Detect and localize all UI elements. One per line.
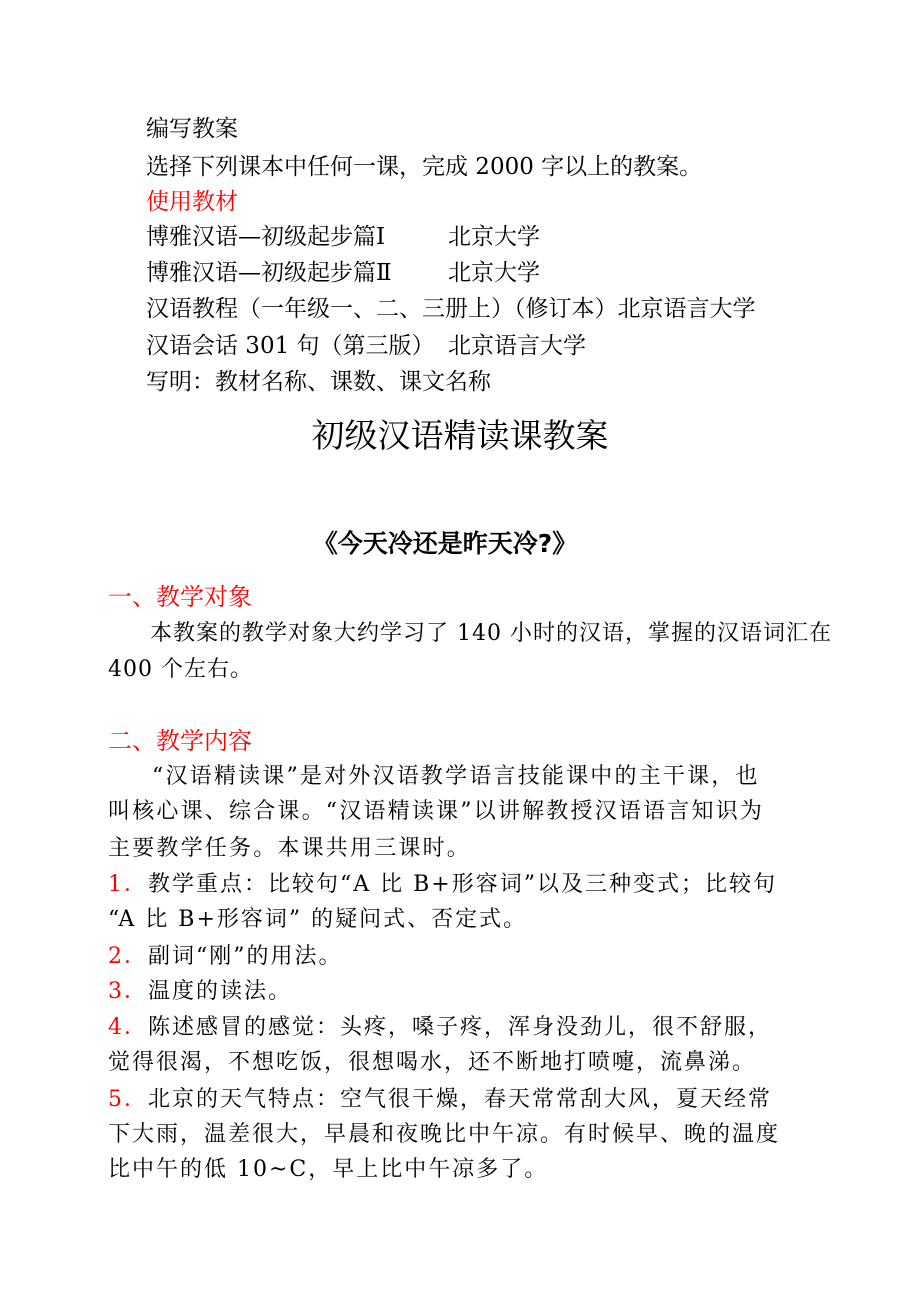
paragraph-line: 主要教学任务。本课共用三课时。 — [108, 836, 472, 861]
textbook-name: 博雅汉语—初级起步篇Ⅰ — [146, 224, 386, 250]
list-item-text: 北京的天气特点：空气很干燥，春天常常刮大风，夏天经常 — [148, 1087, 773, 1112]
document-title: 初级汉语精读课教案 — [311, 416, 609, 455]
paragraph-line: 本教案的教学对象大约学习了 140 小时的汉语，掌握的汉语词汇在 — [150, 621, 832, 646]
textbook-item — [146, 222, 540, 252]
materials-heading: 使用教材 — [146, 189, 238, 215]
textbook-publisher: 北京大学 — [448, 260, 540, 286]
list-item — [108, 870, 777, 900]
intro-instruction: 选择下列课本中任何一课，完成 2000 字以上的教案。 — [146, 154, 703, 180]
list-item-text: 副词“刚”的用法。 — [148, 944, 343, 969]
textbook-name: 汉语教程（一年级一、二、三册上）（修订本） — [146, 296, 618, 322]
list-item-number: 1． — [108, 872, 148, 897]
textbook-publisher: 北京语言大学 — [617, 296, 756, 322]
section-heading-teaching-content: 二、教学内容 — [108, 727, 252, 755]
list-item-continuation: 下大雨，温差很大，早晨和夜晚比中午凉。有时候早、晚的温度 — [108, 1122, 781, 1147]
list-item — [108, 1085, 772, 1115]
list-item-number: 5． — [108, 1087, 148, 1112]
textbook-name: 汉语会话 301 句（第三版） — [146, 333, 435, 359]
intro-title: 编写教案 — [146, 116, 238, 142]
textbook-name: 博雅汉语—初级起步篇Ⅱ — [146, 260, 392, 286]
paragraph-line: “汉语精读课”是对外汉语教学语言技能课中的主干课，也 — [152, 764, 760, 789]
textbook-item — [146, 294, 756, 324]
paragraph-line: 400 个左右。 — [108, 657, 253, 682]
list-item-continuation: “A 比 B+形容词” 的疑问式、否定式。 — [108, 907, 528, 932]
list-item — [108, 1013, 772, 1043]
list-item-number: 4． — [108, 1015, 148, 1040]
textbook-item — [146, 258, 540, 288]
textbook-publisher: 北京大学 — [448, 224, 540, 250]
paragraph-line: 叫核心课、综合课。“汉语精读课”以讲解教授汉语语言知识为 — [108, 799, 765, 824]
list-item-text: 陈述感冒的感觉：头疼，嗓子疼，浑身没劲儿，很不舒服， — [148, 1015, 773, 1040]
list-item-text: 教学重点：比较句“A 比 B+形容词”以及三种变式；比较句 — [148, 872, 777, 897]
list-item — [108, 942, 343, 972]
list-item-number: 2． — [108, 944, 148, 969]
lesson-title: 《今天冷还是昨天冷?》 — [312, 529, 578, 558]
textbook-item — [146, 331, 586, 361]
list-item-continuation: 觉得很渴，不想吃饭，很想喝水，还不断地打喷嚏，流鼻涕。 — [108, 1050, 757, 1075]
list-item-continuation: 比中午的低 10~C，早上比中午凉多了。 — [108, 1157, 549, 1182]
textbook-publisher: 北京语言大学 — [448, 333, 586, 359]
list-item-number: 3． — [108, 979, 148, 1004]
section-heading-teaching-target: 一、教学对象 — [108, 583, 252, 611]
list-item — [108, 977, 292, 1007]
list-item-text: 温度的读法。 — [148, 979, 293, 1004]
intro-note: 写明：教材名称、课数、课文名称 — [146, 369, 491, 395]
